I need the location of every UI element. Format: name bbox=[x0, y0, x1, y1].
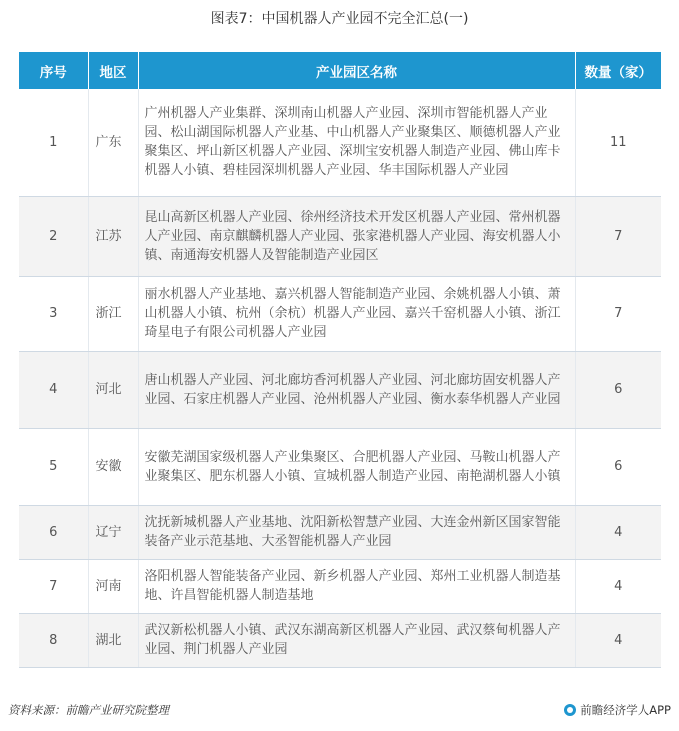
row-parks: 丽水机器人产业基地、嘉兴机器人智能制造产业园、余姚机器人小镇、萧山机器人小镇、杭州（余杭）机器人产业园、嘉兴千窑机器人小镇、浙江琦星电子有限公司机器人产业园 bbox=[138, 276, 575, 351]
table-row bbox=[19, 276, 661, 351]
row-region: 浙江 bbox=[88, 276, 138, 351]
row-parks: 洛阳机器人智能装备产业园、新乡机器人产业园、郑州工业机器人制造基地、许昌智能机器人制造基地 bbox=[138, 559, 575, 613]
brand-label: 前瞻经济学人APP bbox=[580, 703, 671, 717]
row-count: 4 bbox=[575, 613, 661, 667]
row-index: 4 bbox=[19, 351, 88, 428]
row-region: 河北 bbox=[88, 351, 138, 428]
row-region: 河南 bbox=[88, 559, 138, 613]
row-region: 江苏 bbox=[88, 196, 138, 276]
row-count: 11 bbox=[575, 89, 661, 196]
row-region: 辽宁 bbox=[88, 505, 138, 559]
source-note: 资料来源：前瞻产业研究院整理 bbox=[8, 703, 169, 717]
table-row bbox=[19, 428, 661, 505]
row-count: 7 bbox=[575, 276, 661, 351]
brand-mark bbox=[564, 702, 671, 718]
row-index: 5 bbox=[19, 428, 88, 505]
header-park-names: 产业园区名称 bbox=[138, 52, 575, 89]
row-count: 6 bbox=[575, 428, 661, 505]
table-row bbox=[19, 196, 661, 276]
row-index: 3 bbox=[19, 276, 88, 351]
table-row bbox=[19, 613, 661, 667]
header-region: 地区 bbox=[88, 52, 138, 89]
row-count: 4 bbox=[575, 559, 661, 613]
row-index: 2 bbox=[19, 196, 88, 276]
row-parks: 唐山机器人产业园、河北廊坊香河机器人产业园、河北廊坊固安机器人产业园、石家庄机器人产业园、沧州机器人产业园、衡水泰华机器人产业园 bbox=[138, 351, 575, 428]
header-count: 数量（家） bbox=[575, 52, 661, 89]
table-row bbox=[19, 351, 661, 428]
header-index: 序号 bbox=[19, 52, 88, 89]
row-parks: 安徽芜湖国家级机器人产业集聚区、合肥机器人产业园、马鞍山机器人产业聚集区、肥东机器人小镇、宣城机器人制造产业园、南艳湖机器人小镇 bbox=[138, 428, 575, 505]
table-header-row bbox=[19, 52, 661, 89]
row-parks: 沈抚新城机器人产业基地、沈阳新松智慧产业园、大连金州新区国家智能装备产业示范基地、大丞智能机器人产业园 bbox=[138, 505, 575, 559]
chart-title: 图表7：中国机器人产业园不完全汇总(一) bbox=[210, 11, 469, 27]
row-count: 4 bbox=[575, 505, 661, 559]
row-region: 安徽 bbox=[88, 428, 138, 505]
row-parks: 武汉新松机器人小镇、武汉东湖高新区机器人产业园、武汉蔡甸机器人产业园、荆门机器人产业园 bbox=[138, 613, 575, 667]
table-row bbox=[19, 89, 661, 196]
table-row bbox=[19, 559, 661, 613]
row-index: 6 bbox=[19, 505, 88, 559]
row-index: 1 bbox=[19, 89, 88, 196]
brand-logo-icon bbox=[564, 704, 576, 716]
robot-park-table bbox=[19, 52, 661, 668]
row-index: 8 bbox=[19, 613, 88, 667]
row-parks: 昆山高新区机器人产业园、徐州经济技术开发区机器人产业园、常州机器人产业园、南京麒麟机器人产业园、张家港机器人产业园、海安机器人小镇、南通海安机器人及智能制造产业园区 bbox=[138, 196, 575, 276]
row-region: 广东 bbox=[88, 89, 138, 196]
row-count: 6 bbox=[575, 351, 661, 428]
row-region: 湖北 bbox=[88, 613, 138, 667]
row-parks: 广州机器人产业集群、深圳南山机器人产业园、深圳市智能机器人产业园、松山湖国际机器人产业基、中山机器人产业聚集区、顺德机器人产业聚集区、坪山新区机器人产业园、深圳宝安机器人制造产业园、佛山库卡机器人小镇、碧桂园深圳机器人产业园、华丰国际机器人产业园 bbox=[138, 89, 575, 196]
row-index: 7 bbox=[19, 559, 88, 613]
row-count: 7 bbox=[575, 196, 661, 276]
table-row bbox=[19, 505, 661, 559]
footer bbox=[8, 702, 671, 722]
